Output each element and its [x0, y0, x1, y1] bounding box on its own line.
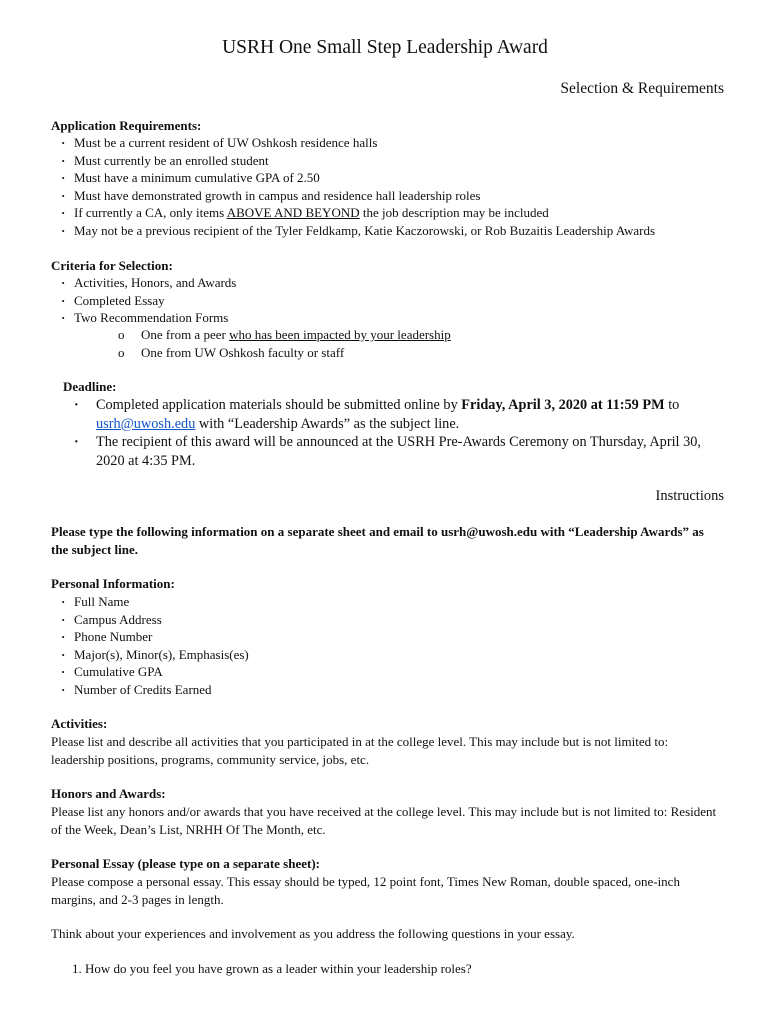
personal-list	[60, 593, 249, 698]
list-item: · Full Name	[60, 593, 249, 611]
list-item: · Campus Address	[60, 611, 249, 629]
list-item-ca: · If currently a CA, only items ABOVE AND BEYOND the job description may be included	[60, 204, 655, 222]
list-item: · Activities, Honors, and Awards	[60, 274, 236, 292]
honors-text: Please list any honors and/or awards that you have received at the college level. This may include but is not limited to: Resident of the Week, Dean’s List, NRHH Of The Month, etc.	[51, 804, 717, 837]
list-item: · Must currently be an enrolled student	[60, 152, 655, 170]
honors-heading: Honors and Awards:	[51, 786, 166, 801]
page-subtitle: Selection & Requirements	[560, 80, 724, 97]
list-item: · Must have a minimum cumulative GPA of 2.50	[60, 169, 655, 187]
requirements-heading: Application Requirements:	[51, 118, 202, 133]
emphasis-above-and-beyond: ABOVE AND BEYOND	[226, 205, 360, 220]
essay-heading: Personal Essay (please type on a separate sheet):	[51, 856, 320, 871]
essay-text: Please compose a personal essay. This essay should be typed, 12 point font, Times New Roman, double spaced, one-inch margins, and 2-3 pages in length.	[51, 874, 680, 907]
activities-heading: Activities:	[51, 716, 108, 731]
personal-heading: Personal Information:	[51, 576, 175, 591]
instructions-intro: Please type the following information on a separate sheet and email to usrh@uwosh.edu with “Leadership Awards” as the subject line.	[51, 524, 704, 557]
list-item: · Must be a current resident of UW Oshkosh residence halls	[60, 134, 655, 152]
list-item: · Cumulative GPA	[60, 663, 249, 681]
page-title: USRH One Small Step Leadership Award	[222, 37, 548, 58]
essay-prompt: Think about your experiences and involvement as you address the following questions in your essay.	[51, 926, 575, 941]
list-item: · Two Recommendation Forms	[60, 309, 236, 327]
sub-item-peer: o One from a peer who has been impacted by your leadership	[118, 326, 451, 344]
list-item: · Must have demonstrated growth in campus and residence hall leadership roles	[60, 187, 655, 205]
deadline-list	[72, 396, 732, 470]
deadline-heading: Deadline:	[63, 379, 117, 394]
criteria-list	[60, 274, 236, 327]
instructions-label: Instructions	[655, 488, 724, 504]
list-item: · Phone Number	[60, 628, 249, 646]
essay-questions	[72, 960, 472, 978]
requirements-list	[60, 134, 655, 239]
deadline-date: Friday, April 3, 2020 at 11:59 PM	[461, 397, 665, 413]
deadline-item-submission: · Completed application materials should be submitted online by Friday, April 3, 2020 at 11:59 PM to usrh@uwosh.edu with “Leadership Awards” as the subject line.	[72, 396, 732, 433]
recommendation-sublist	[118, 326, 451, 361]
activities-text: Please list and describe all activities that you participated in at the college level. This may include but is not limited to: leadership positions, programs, community service, jobs, etc.	[51, 734, 669, 767]
deadline-item-announcement: · The recipient of this award will be announced at the USRH Pre-Awards Ceremony on Thursday, April 30, 2020 at 4:35 PM.	[72, 433, 732, 470]
list-item: · Number of Credits Earned	[60, 681, 249, 699]
criteria-heading: Criteria for Selection:	[51, 258, 173, 273]
sub-item-faculty: o One from UW Oshkosh faculty or staff	[118, 344, 451, 362]
list-item: · Major(s), Minor(s), Emphasis(es)	[60, 646, 249, 664]
list-item: · Completed Essay	[60, 292, 236, 310]
list-item: · May not be a previous recipient of the Tyler Feldkamp, Katie Kaczorowski, or Rob Buzaitis Leadership Awards	[60, 222, 655, 240]
email-link[interactable]: usrh@uwosh.edu	[96, 415, 196, 432]
list-item: 1. How do you feel you have grown as a leader within your leadership roles?	[72, 961, 472, 976]
